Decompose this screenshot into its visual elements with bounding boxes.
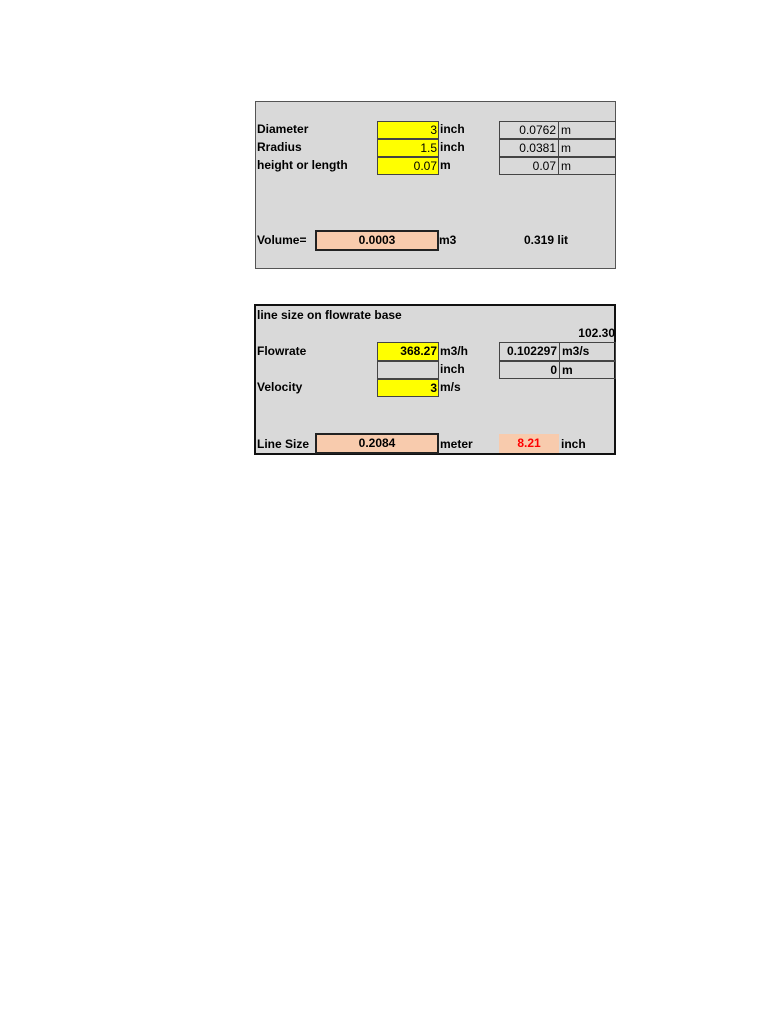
flowrate-converted-unit: m3/s xyxy=(559,342,616,361)
height-input[interactable]: 0.07 xyxy=(377,157,439,175)
radius-input[interactable]: 1.5 xyxy=(377,139,439,157)
diameter-converted-unit: m xyxy=(558,121,616,139)
flowrate-converted: 0.102297 xyxy=(499,342,560,361)
height-unit: m xyxy=(440,158,451,172)
line-size-panel xyxy=(254,304,616,455)
line-size-unit: meter xyxy=(440,437,473,451)
line-size-inch-unit: inch xyxy=(561,437,586,451)
inch-converted-unit: m xyxy=(559,361,616,379)
height-converted: 0.07 xyxy=(499,157,559,175)
inch-unit: inch xyxy=(440,362,465,376)
radius-converted: 0.0381 xyxy=(499,139,559,157)
volume-calculator-panel xyxy=(255,101,616,269)
radius-label: Rradius xyxy=(257,140,302,154)
line-size-result: 0.2084 xyxy=(315,433,439,454)
diameter-label: Diameter xyxy=(257,122,309,136)
velocity-input[interactable]: 3 xyxy=(377,379,439,397)
velocity-unit: m/s xyxy=(440,380,461,394)
volume-unit: m3 xyxy=(439,233,457,247)
flowrate-unit: m3/h xyxy=(440,344,469,358)
diameter-unit: inch xyxy=(440,122,465,136)
velocity-label: Velocity xyxy=(257,380,303,394)
diameter-input[interactable]: 3 xyxy=(377,121,439,139)
inch-input[interactable] xyxy=(377,361,439,379)
diameter-converted: 0.0762 xyxy=(499,121,559,139)
line-size-label: Line Size xyxy=(257,437,310,451)
inch-converted: 0 xyxy=(499,361,560,379)
volume-result: 0.0003 xyxy=(315,230,439,251)
volume-label: Volume= xyxy=(257,233,307,247)
line-size-title: line size on flowrate base xyxy=(257,308,402,322)
flowrate-label: Flowrate xyxy=(257,344,307,358)
radius-unit: inch xyxy=(440,140,465,154)
line-size-inch: 8.21 xyxy=(499,434,559,453)
flowrate-input[interactable]: 368.27 xyxy=(377,342,439,361)
height-label: height or length xyxy=(257,158,348,172)
height-converted-unit: m xyxy=(558,157,616,175)
radius-converted-unit: m xyxy=(558,139,616,157)
top-value: 102.30 xyxy=(578,326,615,340)
volume-liters: 0.319 lit xyxy=(524,233,569,247)
